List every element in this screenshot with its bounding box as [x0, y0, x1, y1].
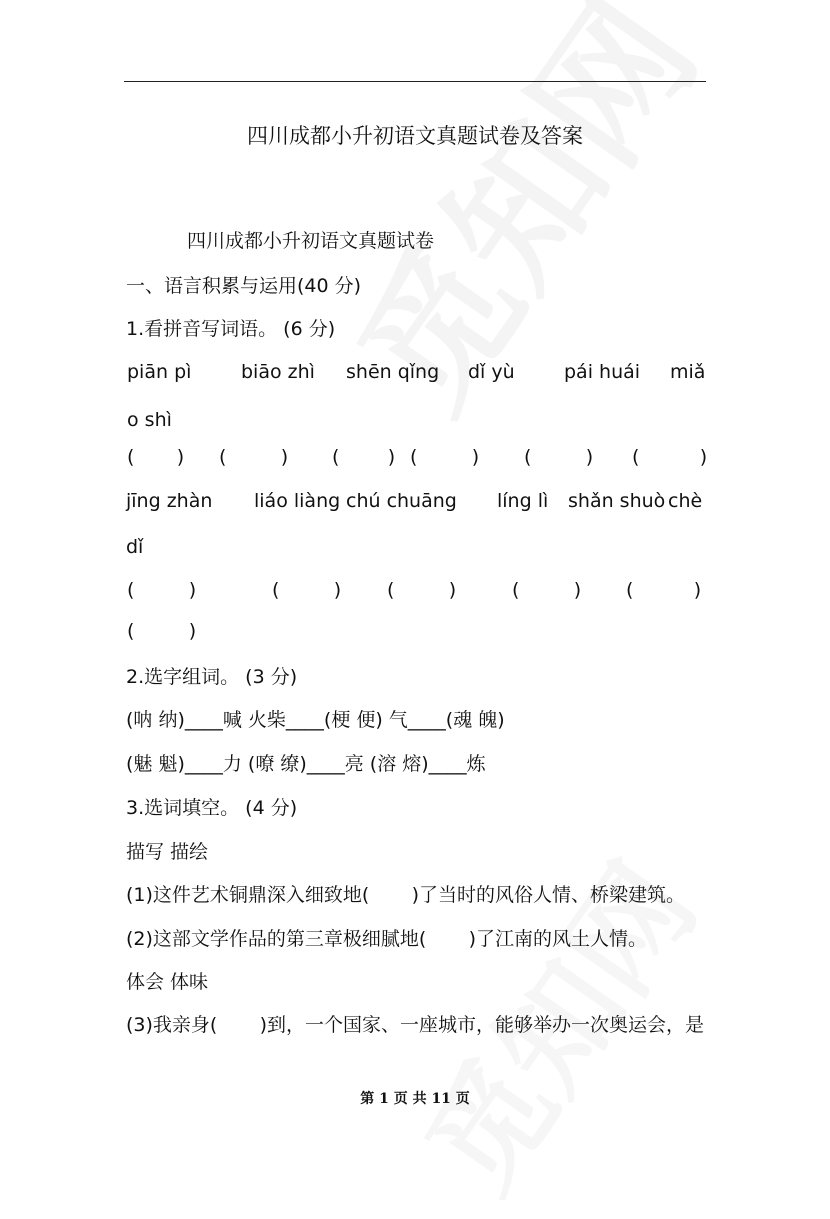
- pinyin-item: piān pì: [127, 361, 192, 383]
- answer-blank[interactable]: ( ): [387, 579, 457, 601]
- answer-blank[interactable]: ( ): [632, 446, 708, 468]
- pinyin-item: chè: [668, 490, 703, 512]
- pinyin-item-wrap: dǐ: [126, 536, 144, 558]
- answer-blank[interactable]: ( ): [332, 446, 396, 468]
- pinyin-item: líng lì: [497, 490, 549, 512]
- pinyin-item: liáo liàng: [254, 490, 341, 512]
- question-2-line: (魅 魁)____力 (嘹 缭)____亮 (溶 熔)____炼: [126, 753, 486, 775]
- pinyin-item: miǎ: [670, 361, 706, 383]
- fill-sentence: (1)这件艺术铜鼎深入细致地( )了当时的风俗人情、桥梁建筑。: [126, 884, 686, 906]
- pinyin-item: chú chuāng: [346, 490, 457, 512]
- question-3-heading: 3.选词填空。 (4 分): [126, 797, 298, 819]
- page-number: 第 1 页 共 11 页: [360, 1091, 470, 1107]
- pinyin-item: jīng zhàn: [126, 490, 213, 512]
- answer-blank[interactable]: ( ): [127, 446, 185, 468]
- exam-subtitle: 四川成都小升初语文真题试卷: [187, 230, 435, 252]
- question-2-heading: 2.选字组词。 (3 分): [126, 666, 298, 688]
- document-title: 四川成都小升初语文真题试卷及答案: [247, 124, 583, 148]
- word-choices: 描写 描绘: [126, 841, 209, 863]
- pinyin-item: pái huái: [564, 361, 641, 383]
- pinyin-item-wrap: o shì: [127, 409, 172, 431]
- answer-blank[interactable]: ( ): [127, 620, 197, 642]
- answer-blank[interactable]: ( ): [127, 579, 197, 601]
- answer-blank[interactable]: ( ): [272, 579, 342, 601]
- fill-sentence: (3)我亲身( )到，一个国家、一座城市，能够举办一次奥运会，是: [126, 1014, 705, 1036]
- pinyin-item: dǐ yù: [468, 361, 515, 383]
- answer-blank[interactable]: ( ): [219, 446, 289, 468]
- word-choices: 体会 体味: [126, 971, 209, 993]
- question-2-line: (呐 纳)____喊 火柴____(梗 便) 气____(魂 魄): [126, 709, 505, 731]
- answer-blank[interactable]: ( ): [512, 579, 582, 601]
- fill-sentence: (2)这部文学作品的第三章极细腻地( )了江南的风土人情。: [126, 928, 648, 950]
- pinyin-item: shǎn shuò: [568, 490, 666, 512]
- pinyin-item: shēn qǐng: [346, 361, 440, 383]
- header-rule: [124, 81, 706, 82]
- pinyin-item: biāo zhì: [241, 361, 315, 383]
- answer-blank[interactable]: ( ): [626, 579, 702, 601]
- section-heading: 一、语言积累与运用(40 分): [126, 275, 362, 297]
- answer-blank[interactable]: ( ): [410, 446, 480, 468]
- answer-blank[interactable]: ( ): [524, 446, 594, 468]
- question-1-heading: 1.看拼音写词语。 (6 分): [126, 318, 336, 340]
